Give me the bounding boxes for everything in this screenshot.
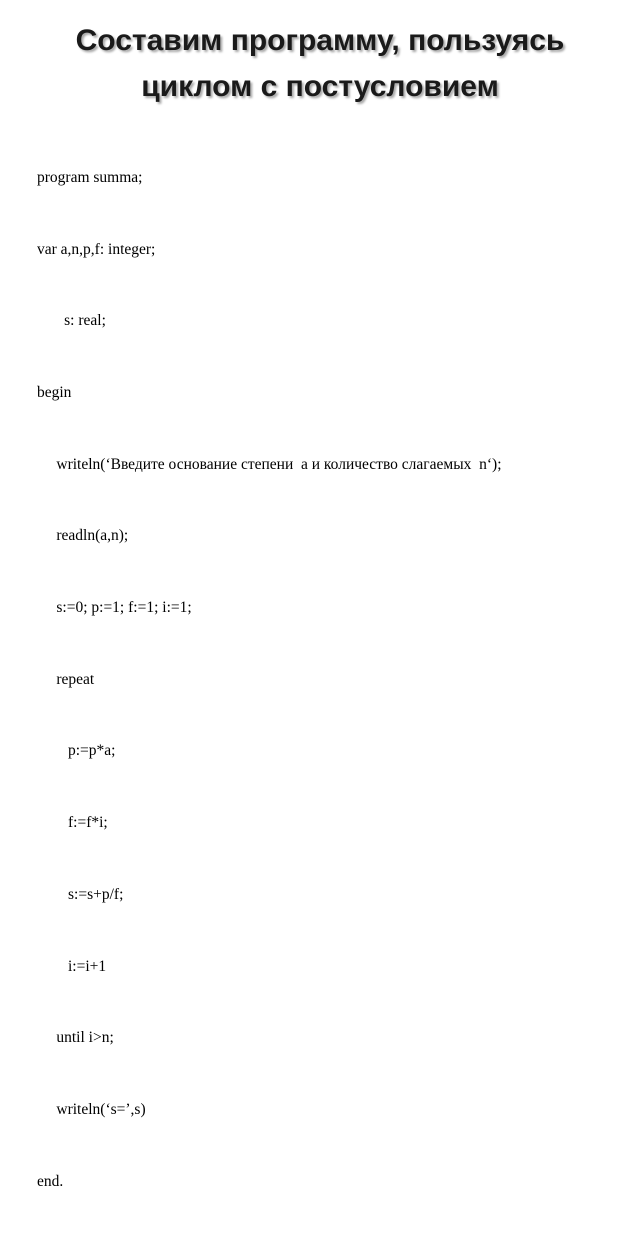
code-line: until i>n; [37, 1029, 114, 1047]
code-line: s:=s+p/f; [37, 885, 124, 903]
code-line: p:=p*a; [37, 742, 116, 760]
code-line: var a,n,p,f: integer; [37, 240, 156, 258]
code-line: writeln(‘s=’,s) [37, 1100, 146, 1118]
code-line: readln(a,n); [37, 527, 129, 545]
code-line: s: real; [37, 312, 106, 330]
code-line: i:=i+1 [37, 957, 107, 975]
code-line: repeat [37, 670, 95, 688]
code-line: s:=0; p:=1; f:=1; i:=1; [37, 599, 192, 617]
program-code-block [37, 118, 627, 1241]
slide-title-line-1: Составим программу, пользуясь [75, 24, 565, 57]
slide-title [0, 18, 640, 110]
code-line: begin [37, 383, 72, 401]
code-line: program summa; [37, 168, 143, 186]
code-line: writeln(‘Введите основание степени a и количество слагаемых n‘); [37, 455, 502, 473]
slide-title-line-2: циклом с постусловием [141, 70, 499, 103]
code-line: end. [37, 1172, 64, 1190]
code-line: f:=f*i; [37, 814, 108, 832]
